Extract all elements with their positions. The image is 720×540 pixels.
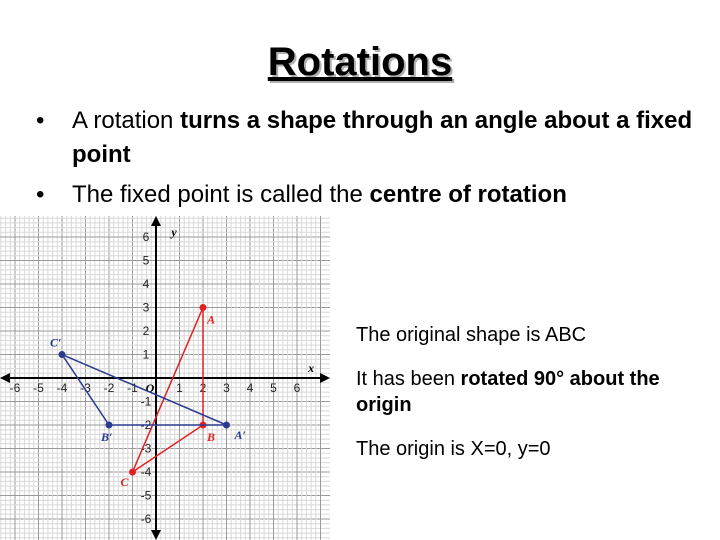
origin-label: O — [145, 381, 155, 395]
image-vertex-label: C′ — [50, 335, 62, 350]
note-rotation-plain: It has been — [356, 368, 461, 390]
x-axis-arrow-right — [320, 373, 330, 383]
image-vertex-label: B′ — [101, 430, 113, 444]
bullet-marker: • — [36, 181, 45, 208]
image-vertex — [106, 422, 113, 429]
y-tick-label: 6 — [142, 230, 150, 244]
original-vertex-label: C — [120, 475, 129, 489]
original-vertex — [129, 469, 136, 476]
bullet-text-bold: turns a shape through an angle about a fixed point — [72, 107, 693, 168]
coordinate-grid — [0, 216, 330, 540]
x-tick-label: -4 — [56, 381, 68, 395]
x-tick-label: -5 — [33, 381, 44, 395]
y-tick-label: -6 — [140, 512, 152, 526]
bullet-text — [72, 178, 567, 212]
x-tick-label: 5 — [270, 381, 277, 395]
note-rotation-bold: rotated 90° about the origin — [356, 368, 660, 416]
x-tick-label: 2 — [199, 381, 207, 395]
y-tick-label: 3 — [142, 300, 150, 315]
original-vertex — [200, 304, 207, 311]
x-tick-label: 6 — [293, 381, 301, 395]
x-tick-label: 4 — [246, 381, 254, 395]
y-tick-label: -4 — [140, 465, 152, 479]
image-vertex — [59, 351, 66, 358]
x-tick-label: -3 — [80, 381, 91, 395]
y-axis-arrow-up — [151, 216, 161, 226]
slide-title: Rotations — [267, 40, 453, 84]
notes — [356, 322, 706, 480]
bullet-text — [72, 104, 696, 172]
y-tick-label: -1 — [140, 394, 152, 409]
note-original: The original shape is ABC — [356, 324, 587, 346]
y-tick-label: -3 — [140, 441, 152, 456]
y-axis-arrow-down — [151, 530, 161, 540]
bullet-marker: • — [36, 107, 45, 134]
x-tick-label: -2 — [103, 381, 115, 395]
bullet-list — [36, 104, 696, 218]
y-tick-label: 2 — [142, 324, 150, 338]
x-axis-label: x — [308, 361, 315, 375]
bullet-item — [36, 104, 696, 172]
image-vertex-label: A′ — [234, 428, 246, 442]
note-rotation — [356, 366, 706, 418]
y-tick-label: -2 — [140, 418, 152, 432]
bullet-item — [36, 178, 696, 212]
bullet-text-plain: A rotation — [72, 107, 181, 134]
bullet-text-bold: centre of rotation — [369, 181, 567, 208]
x-tick-label: -6 — [9, 381, 21, 395]
original-vertex-label: A — [207, 312, 216, 327]
y-axis-label: y — [171, 225, 177, 239]
x-tick-label: 1 — [176, 381, 183, 395]
y-tick-label: 5 — [142, 253, 150, 268]
note-origin: The origin is X=0, y=0 — [356, 438, 551, 460]
original-vertex-label: B — [207, 430, 216, 444]
y-tick-label: 1 — [142, 347, 150, 362]
image-vertex — [223, 422, 230, 429]
x-axis-arrow-left — [0, 373, 10, 383]
x-tick-label: 3 — [223, 381, 230, 395]
y-tick-label: -5 — [140, 488, 152, 503]
x-tick-label: -1 — [127, 381, 138, 395]
bullet-text-plain: The fixed point is called the — [72, 181, 370, 208]
y-tick-label: 4 — [142, 277, 150, 291]
